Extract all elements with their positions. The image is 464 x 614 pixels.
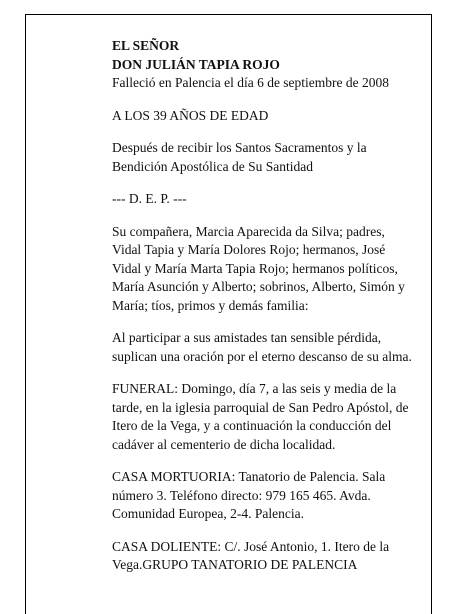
mourning-house-paragraph: CASA DOLIENTE: C/. José Antonio, 1. Itero de la Vega.GRUPO TANATORIO DE PALENCIA bbox=[112, 538, 390, 572]
dep-line: --- D. E. P. --- bbox=[112, 191, 187, 206]
death-notice: Falleció en Palencia el día 6 de septiembre de 2008 bbox=[112, 75, 390, 90]
sacraments-paragraph: Después de recibir los Santos Sacramentos y la Bendición Apostólica de Su Santidad bbox=[112, 140, 367, 174]
obituary-text bbox=[112, 37, 412, 575]
age-line: A LOS 39 AÑOS DE EDAD bbox=[112, 107, 269, 123]
request-paragraph: Al participar a sus amistades tan sensible pérdida, suplican una oración por el eterno descanso de su alma. bbox=[112, 330, 412, 364]
family-paragraph: Su compañera, Marcia Aparecida da Silva; padres, Vidal Tapia y María Dolores Rojo; hermanos, José Vidal y María Marta Tapia Rojo; hermanos políticos, María Asunción y Alberto; sobrinos, Alberto, Simón y María; tíos, primos y demás familia: bbox=[112, 223, 405, 313]
deceased-name: DON JULIÁN TAPIA ROJO bbox=[112, 56, 280, 72]
funeral-paragraph: FUNERAL: Domingo, día 7, a las seis y media de la tarde, en la iglesia parroquial de San Pedro Apóstol, de Itero de la Vega, y a continuación la conducción del cadáver al cementerio de dicha localidad. bbox=[112, 381, 409, 452]
mortuary-paragraph: CASA MORTUORIA: Tanatorio de Palencia. Sala número 3. Teléfono directo: 979 165 465. Avda. Comunidad Europea, 2-4. Palencia. bbox=[112, 469, 386, 521]
deceased-title: EL SEÑOR bbox=[112, 38, 180, 53]
